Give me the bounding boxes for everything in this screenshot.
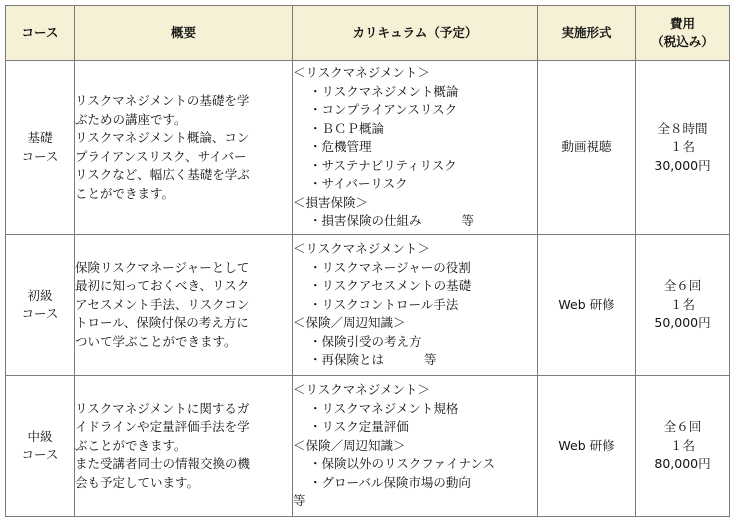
- curriculum-item: [293, 296, 537, 315]
- curriculum-cell: [293, 235, 538, 376]
- curriculum-item: [293, 400, 537, 419]
- curriculum-heading: [293, 194, 537, 213]
- course-name-cell: [6, 376, 75, 517]
- course-name-line: 初級: [27, 287, 53, 303]
- fee-line: 30,000円: [654, 157, 711, 173]
- curriculum-item: [293, 212, 537, 231]
- curriculum-text: ・リスク定量評価: [309, 419, 409, 435]
- course-name-line: コース: [21, 447, 59, 462]
- overview-line: ぶことができます。: [75, 437, 187, 453]
- curriculum-text: ・リスクマネジメント概論: [309, 83, 459, 99]
- curriculum-item: [293, 474, 537, 493]
- format-cell: Web 研修: [538, 235, 636, 376]
- curriculum-text: ・保険引受の考え方: [309, 333, 422, 349]
- fee-line: １名: [669, 296, 695, 312]
- curriculum-text: ・ＢＣＰ概論: [309, 120, 385, 136]
- header-format: 実施形式: [538, 6, 636, 61]
- overview-line: リスクなど、幅広く基礎を学ぶ: [75, 167, 250, 182]
- format-cell: Web 研修: [538, 376, 636, 517]
- header-curriculum: カリキュラム（予定）: [293, 6, 538, 61]
- overview-line: リスクマネジメントに関するガ: [75, 400, 250, 416]
- fee-line: 80,000円: [654, 456, 711, 472]
- curriculum-item: [293, 277, 537, 296]
- curriculum-text: 等: [293, 493, 306, 509]
- curriculum-text: ＜保険／周辺知識＞: [293, 315, 406, 331]
- curriculum-item: [293, 259, 537, 278]
- curriculum-text: ・サステナビリティリスク: [309, 157, 457, 173]
- curriculum-text: ・保険以外のリスクファイナンス: [309, 456, 496, 472]
- curriculum-item: [293, 175, 537, 194]
- overview-cell: [75, 235, 293, 376]
- header-fee-line2: （税込み）: [651, 34, 714, 49]
- curriculum-text: ・リスクマネジメント規格: [309, 400, 459, 416]
- fee-cell: [636, 235, 730, 376]
- curriculum-heading: [293, 64, 537, 83]
- course-name-cell: [6, 235, 75, 376]
- fee-line: 全６回: [663, 278, 702, 294]
- overview-line: ついて学ぶことができます。: [75, 333, 237, 349]
- curriculum-text: ＜リスクマネジメント＞: [293, 382, 430, 398]
- overview-cell: [75, 61, 293, 235]
- curriculum-text: ・損害保険の仕組み: [309, 213, 422, 229]
- curriculum-heading: [293, 314, 537, 333]
- curriculum-heading: [293, 381, 537, 400]
- overview-line: ことができます。: [75, 185, 175, 201]
- header-fee-line1: 費用: [669, 16, 695, 31]
- overview-line: リスクマネジメントの基礎を学: [75, 93, 250, 108]
- header-row: [6, 6, 730, 61]
- format-cell: 動画視聴: [538, 61, 636, 235]
- curriculum-text: ＜保険／周辺知識＞: [293, 437, 406, 453]
- fee-line: １名: [669, 139, 695, 155]
- curriculum-etc: 等: [461, 213, 475, 229]
- curriculum-text: ・コンプライアンスリスク: [309, 102, 458, 118]
- table-row: [6, 376, 730, 517]
- fee-line: 全６回: [663, 419, 702, 435]
- overview-line: 会も予定しています。: [75, 474, 200, 490]
- curriculum-item: [293, 101, 537, 120]
- header-fee: [636, 6, 730, 61]
- curriculum-item: [293, 455, 537, 474]
- table-row: [6, 61, 730, 235]
- overview-line: リスクマネジメント概論、コン: [75, 130, 250, 145]
- curriculum-text: ＜損害保険＞: [293, 194, 369, 210]
- curriculum-text: ・リスクアセスメントの基礎: [309, 278, 472, 294]
- fee-cell: [636, 376, 730, 517]
- curriculum-item: [293, 83, 537, 102]
- curriculum-cell: [293, 61, 538, 235]
- course-name-line: 基礎: [27, 130, 53, 145]
- overview-line: 保険リスクマネージャーとして: [75, 259, 250, 275]
- course-name-cell: [6, 61, 75, 235]
- overview-line: アセスメント手法、リスクコン: [75, 296, 250, 312]
- curriculum-text: ・リスクコントロール手法: [309, 296, 459, 312]
- overview-line: また受講者同士の情報交換の機: [75, 456, 251, 472]
- curriculum-text: ・サイバーリスク: [309, 176, 408, 192]
- course-name-line: コース: [21, 148, 59, 164]
- fee-line: 50,000円: [654, 315, 711, 331]
- curriculum-heading: [293, 492, 537, 511]
- curriculum-text: ＜リスクマネジメント＞: [293, 241, 430, 257]
- overview-cell: [75, 376, 293, 517]
- curriculum-text: ・再保険とは: [309, 352, 385, 368]
- curriculum-etc: 等: [424, 352, 437, 368]
- curriculum-text: ・危機管理: [309, 139, 372, 155]
- overview-line: プライアンスリスク、サイバー: [75, 148, 247, 164]
- curriculum-text: ・グローバル保険市場の動向: [309, 474, 471, 490]
- curriculum-cell: [293, 376, 538, 517]
- curriculum-text: ＜リスクマネジメント＞: [293, 65, 430, 81]
- curriculum-item: [293, 138, 537, 157]
- curriculum-item: [293, 351, 537, 370]
- curriculum-item: [293, 333, 537, 352]
- overview-line: 最初に知っておくべき、リスク: [75, 278, 250, 294]
- curriculum-heading: [293, 240, 537, 259]
- curriculum-item: [293, 120, 537, 139]
- table-row: [6, 235, 730, 376]
- course-name-line: コース: [21, 306, 59, 321]
- header-overview: 概要: [75, 6, 293, 61]
- overview-line: ぶための講座です。: [75, 111, 187, 127]
- course-table: [5, 5, 730, 517]
- curriculum-heading: [293, 437, 537, 456]
- overview-line: トロール、保険付保の考え方に: [75, 315, 249, 331]
- curriculum-text: ・リスクマネージャーの役割: [309, 259, 471, 275]
- overview-line: イドラインや定量評価手法を学: [75, 419, 250, 435]
- curriculum-item: [293, 418, 537, 437]
- curriculum-item: [293, 157, 537, 176]
- fee-line: １名: [669, 437, 695, 453]
- course-name-line: 中級: [27, 428, 53, 444]
- fee-cell: [636, 61, 730, 235]
- fee-line: 全８時間: [657, 120, 708, 136]
- header-course: コース: [6, 6, 75, 61]
